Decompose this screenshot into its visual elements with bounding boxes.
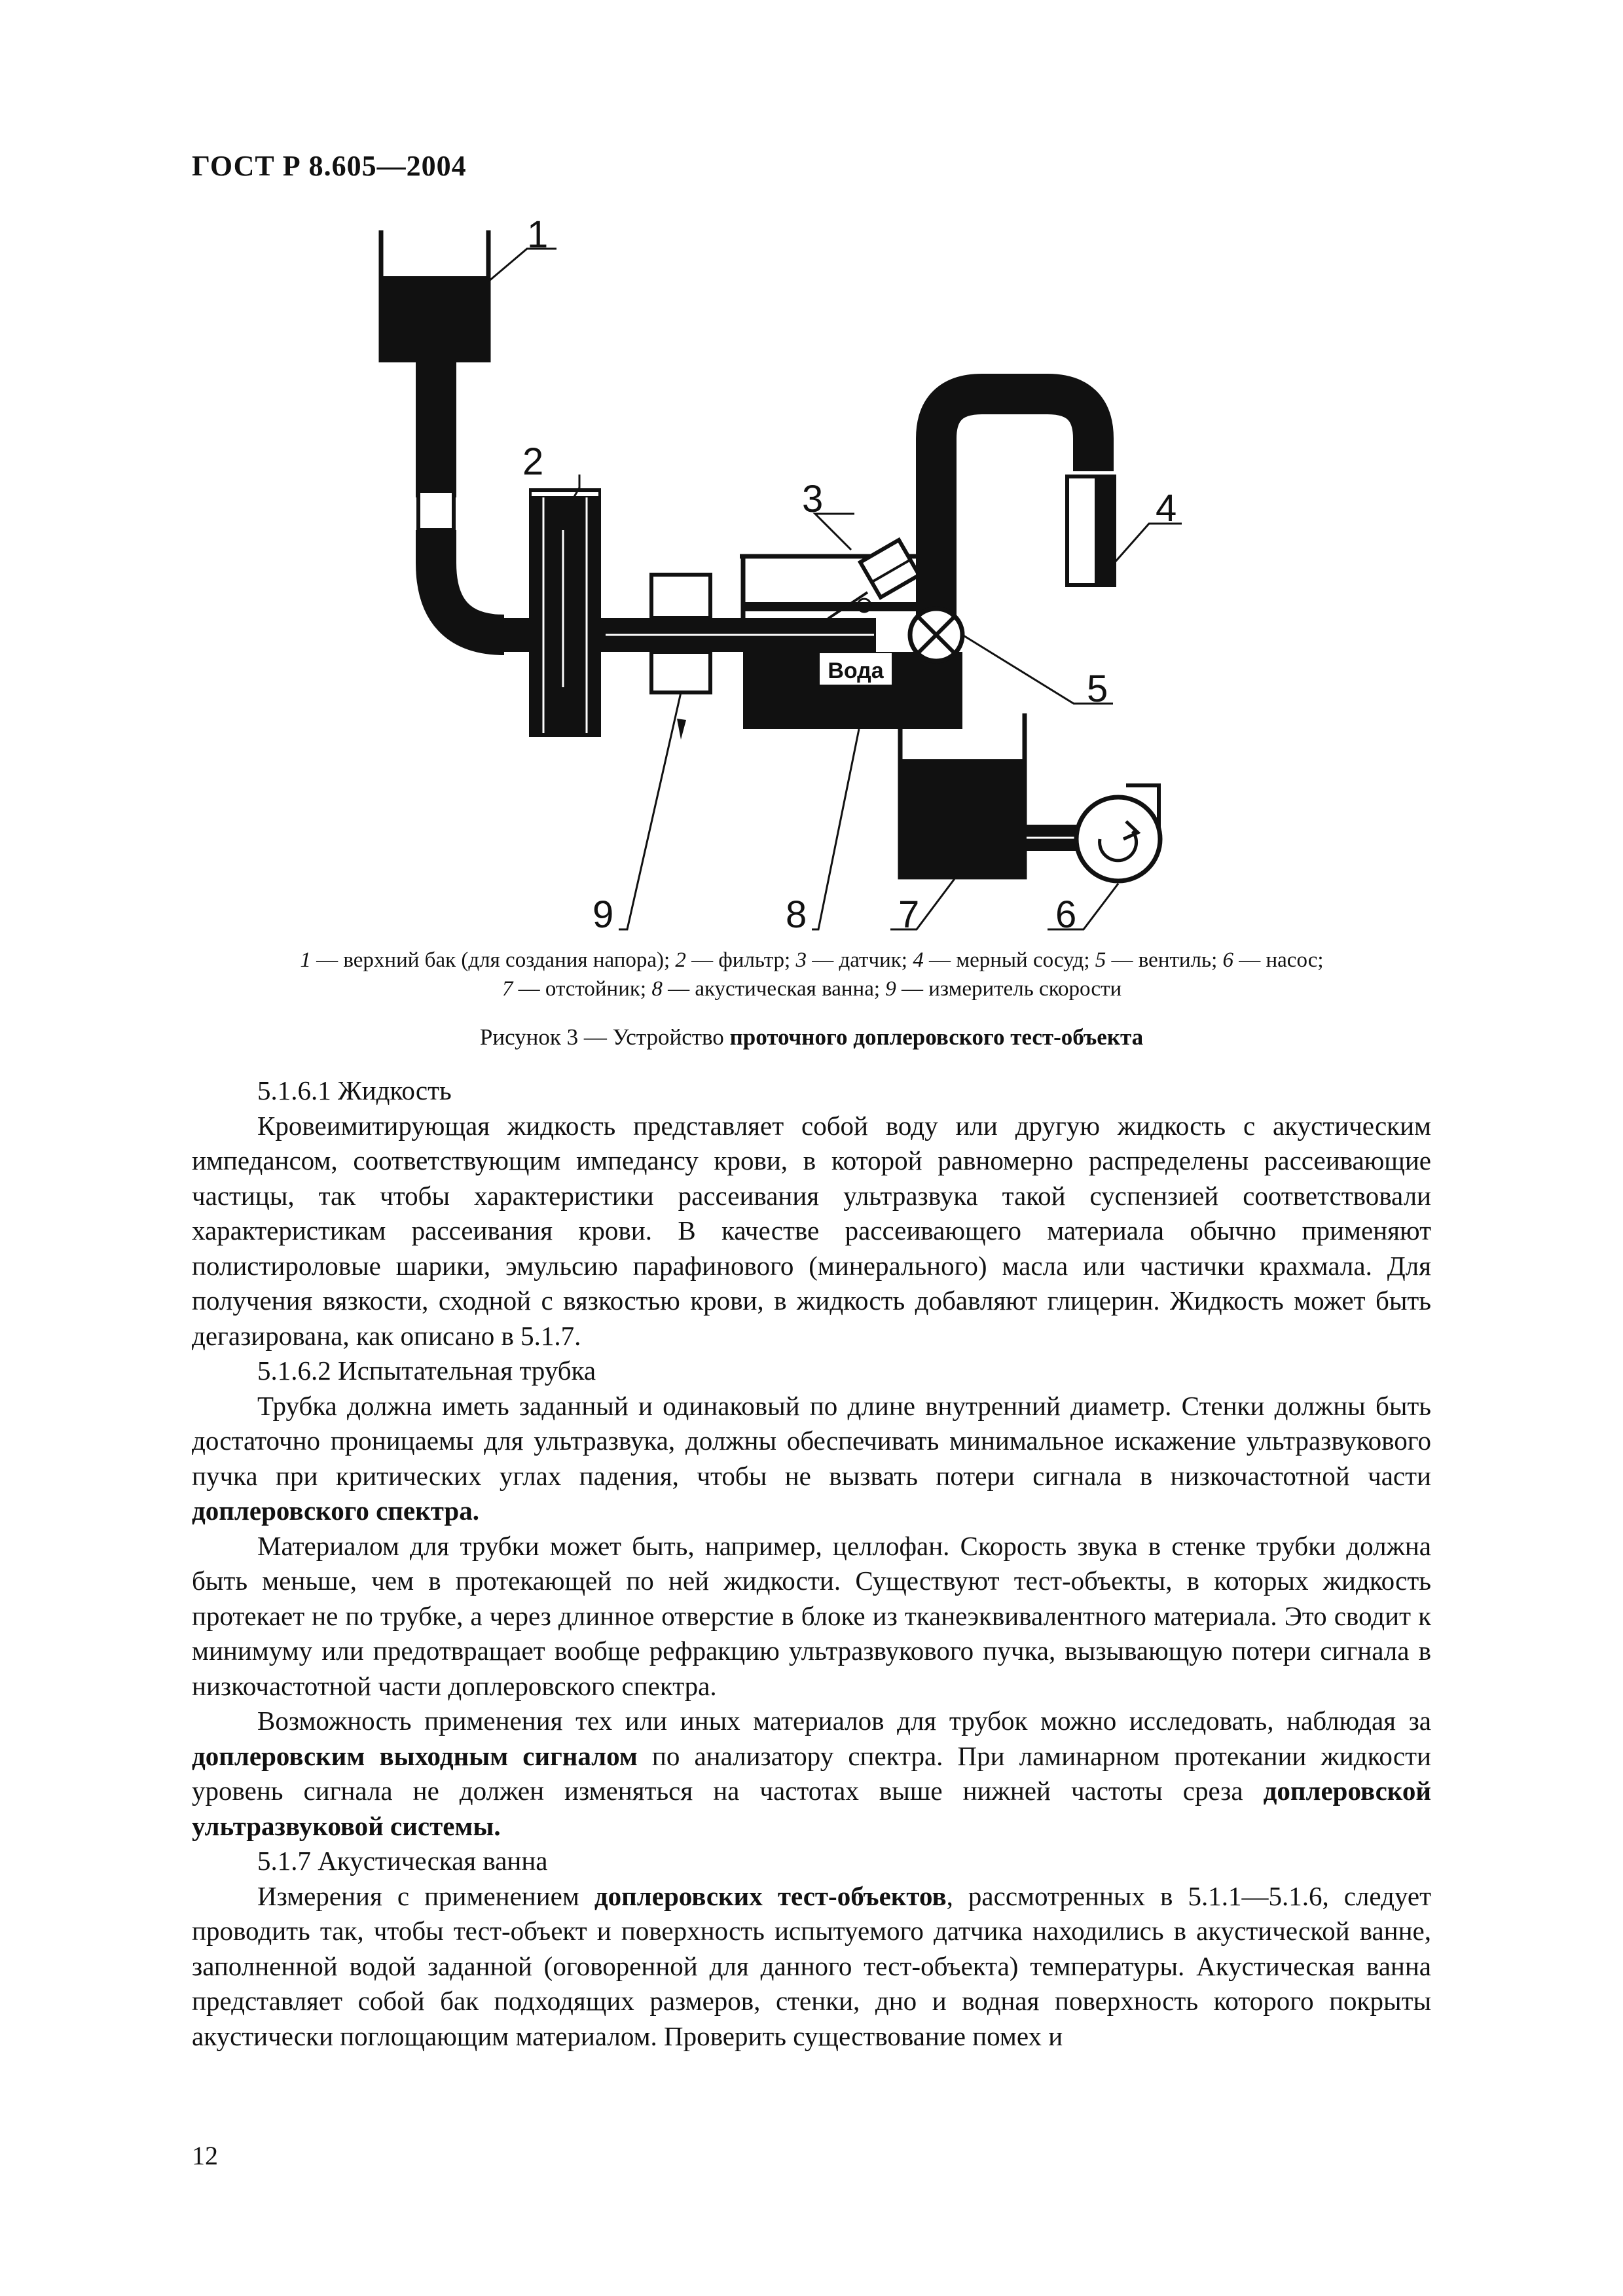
- section-heading-5-1-7: 5.1.7 Акустическая ванна: [257, 1846, 548, 1876]
- measuring-vessel: [1067, 476, 1114, 585]
- settling-tank: [900, 713, 1084, 877]
- paragraph-tube-2: Материалом для трубки может быть, например, целлофан. Скорость звука в стенке трубки должна быть меньше, чем в протекающей по ней жидкости. Существуют тест-объекты, в которых жидкость протекает не по трубке, а через длинное отверстие в блоке из тканеэквивалентного материала. Это сводит к минимуму или предотвращает вообще рефракцию ультразвукового пучка, вызывающую потери сигнала в низкочастотной части доплеровского спектра.: [192, 1530, 1431, 1701]
- water-label: Вода: [828, 658, 884, 683]
- paragraph-tube-3: Возможность применения тех или иных материалов для трубок можно исследовать, наблюдая за доплеровским выходным сигналом по анализатору спектра. При ламинарном протекании жидкости уровень сигнала не должен изменяться на частотах выше нижней частоты среза доплеровской ультразвуковой системы.: [192, 1706, 1431, 1841]
- label-5: 5: [1087, 668, 1108, 710]
- section-heading-5-1-6-1: 5.1.6.1 Жидкость: [257, 1075, 452, 1105]
- upper-tank: [381, 230, 504, 635]
- paragraph-acoustic-bath: Измерения с применением доплеровских тест-объектов, рассмотренных в 5.1.1—5.1.6, следует проводить так, чтобы тест-объект и поверхность испытуемого датчика находились в акустической ванне, заполненной водой заданной (оговоренной для данного тест-объекта) температуры. Акустическая ванна представляет собой бак подходящих размеров, стенки, дно и водная поверхность которого покрыты акустически поглощающим материалом. Проверить существование помех и: [192, 1880, 1432, 2051]
- document-header: ГОСТ Р 8.605—2004: [192, 150, 467, 182]
- figure-caption: Рисунок 3 — Устройство проточного доплеровского тест-объекта: [479, 1024, 1144, 1050]
- legend-line-1: 1 — верхний бак (для создания напора); 2 — фильтр; 3 — датчик; 4 — мерный сосуд; 5 — вентиль; 6 — насос;: [300, 948, 1324, 972]
- paragraph-tube-1: Трубка должна иметь заданный и одинаковый по длине внутренний диаметр. Стенки должны быть достаточно проницаемы для ультразвука, должны обеспечивать минимальное искажение ультразвукового пучка при критических углах падения, чтобы не вызвать потери сигнала в низкочастотной части доплеровского спектра.: [192, 1390, 1431, 1526]
- paragraph-liquid: Кровеимитирующая жидкость представляет собой воду или другую жидкость с акустическим импедансом, соответствующим импедансу крови, в которой равномерно распределены рассеивающие частицы, так чтобы характеристики рассеивания ультразвука такой суспензией соответствовали характеристикам рассеивания крови. В качестве рассеивающего материала обычно применяют полистироловые шарики, эмульсию парафинового (минерального) масла или частички крахмала. Для получения вязкости, сходной с вязкостью крови, в жидкость добавляют глицерин. Жидкость может быть дегазирована, как описано в 5.1.7.: [192, 1110, 1431, 1351]
- label-9: 9: [593, 893, 614, 936]
- page-number: 12: [192, 2141, 218, 2170]
- label-4: 4: [1156, 487, 1177, 529]
- flow-doppler-phantom-diagram: [367, 216, 1349, 936]
- filter: [529, 488, 601, 737]
- body-text: [192, 1073, 1431, 2054]
- section-heading-5-1-6-2: 5.1.6.2 Испытательная трубка: [257, 1355, 596, 1386]
- label-6: 6: [1055, 893, 1077, 936]
- label-2: 2: [522, 440, 544, 483]
- label-1: 1: [527, 216, 549, 256]
- label-3: 3: [802, 478, 824, 520]
- figure-legend: [216, 946, 1408, 1003]
- pump: [1076, 785, 1160, 881]
- label-7: 7: [898, 893, 920, 936]
- legend-line-2: 7 — отстойник; 8 — акустическая ванна; 9 — измеритель скорости: [501, 977, 1122, 1001]
- label-8: 8: [786, 893, 807, 936]
